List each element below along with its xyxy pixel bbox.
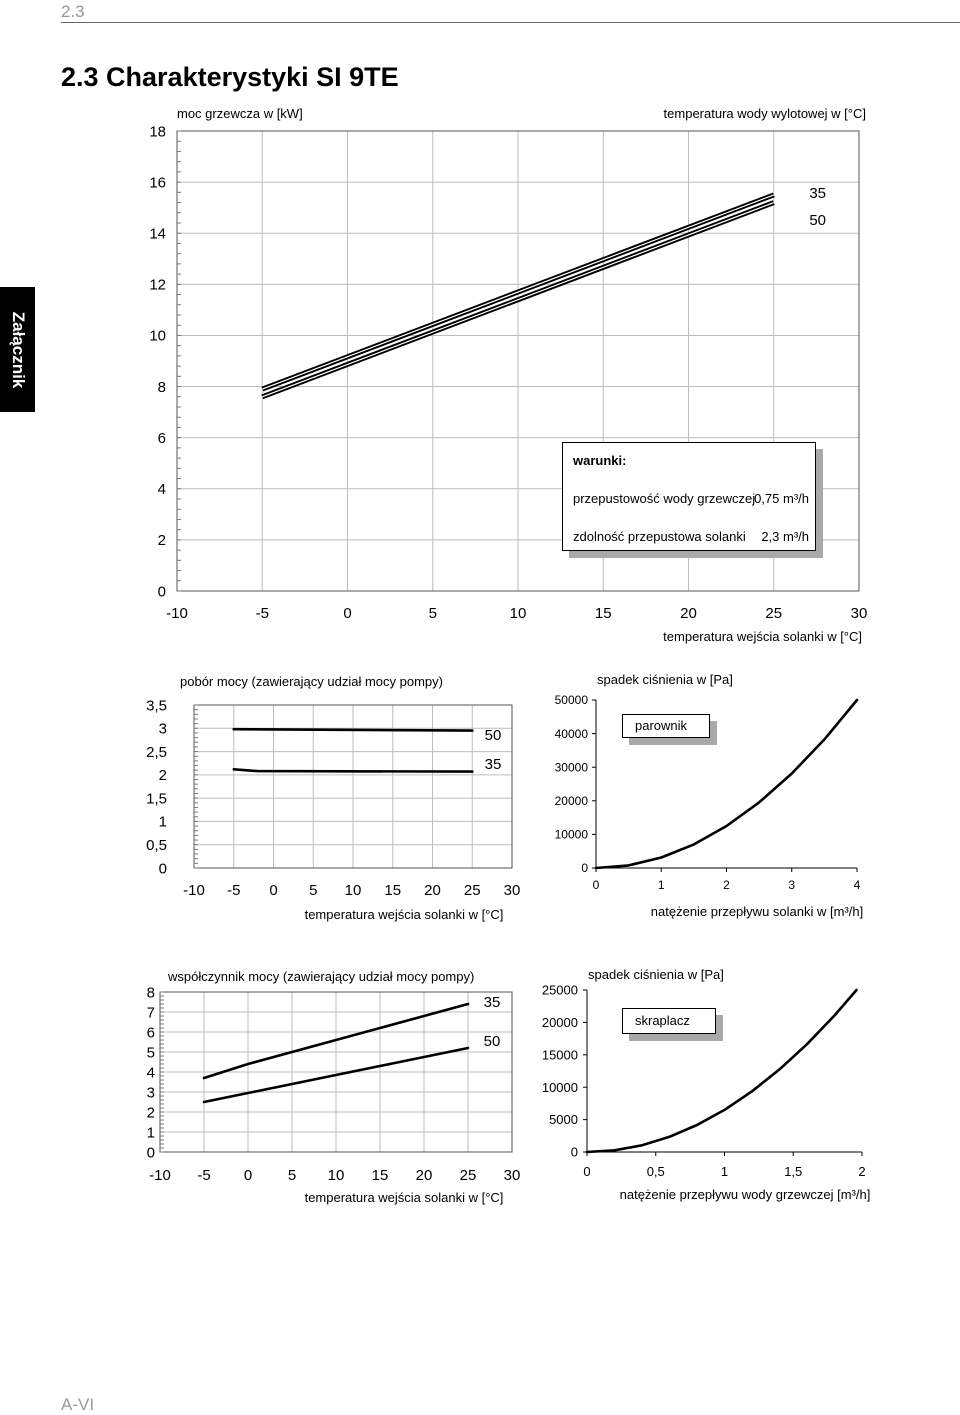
x-tick-label: 15: [594, 605, 612, 622]
x-tick-label: 5: [309, 882, 318, 899]
chart-title: pobór mocy (zawierający udział mocy pompy): [180, 674, 443, 689]
x-tick-label: 15: [371, 1167, 389, 1184]
y-tick-label: 20000: [554, 794, 588, 808]
x-tick-label: 0: [343, 605, 352, 622]
side-tab-label: Załącznik: [8, 311, 28, 388]
x-tick-label: 0: [583, 1164, 591, 1179]
series-label: 50: [484, 727, 502, 744]
x-tick-label: 25: [463, 882, 481, 899]
y-tick-label: 0: [570, 1144, 578, 1160]
y-tick-label: 6: [157, 429, 166, 447]
series-label: 50: [809, 212, 826, 229]
x-axis-label: natężenie przepływu solanki w [m³/h]: [650, 904, 864, 919]
x-tick-label: 2: [858, 1164, 866, 1179]
x-tick-label: -10: [183, 882, 205, 899]
y-tick-label: 8: [157, 378, 166, 396]
y-tick-label: 15000: [541, 1047, 578, 1063]
x-axis-label: natężenie przepływu wody grzewczej [m³/h]: [619, 1187, 871, 1202]
y-tick-label: 2: [158, 767, 167, 785]
y-tick-label: 3: [146, 1084, 155, 1102]
x-tick-label: 10: [509, 605, 527, 622]
x-tick-label: 25: [459, 1167, 477, 1184]
y-tick-label: 10000: [541, 1079, 578, 1095]
x-tick-label: 0: [592, 878, 600, 892]
chart-title: moc grzewcza w [kW]: [177, 106, 303, 121]
condenser-label: skraplacz: [635, 1013, 690, 1028]
x-tick-label: 0,5: [646, 1164, 665, 1179]
series-label: 35: [809, 185, 826, 202]
series-label: 35: [484, 756, 502, 773]
series-label: 35: [483, 994, 501, 1011]
x-tick-label: 30: [503, 1167, 521, 1184]
y-tick-label: 4: [157, 481, 166, 499]
y-tick-label: 25000: [541, 982, 578, 998]
x-tick-label: -5: [197, 1167, 211, 1184]
y-tick-label: 1: [146, 1124, 155, 1142]
condenser-label-box: [622, 1008, 716, 1034]
x-tick-label: 1: [657, 878, 665, 892]
y-tick-label: 7: [146, 1004, 155, 1022]
chart-title: współczynnik mocy (zawierający udział mocy pompy): [168, 969, 475, 984]
y-tick-label: 10000: [554, 827, 588, 842]
y-tick-label: 5000: [549, 1112, 578, 1128]
x-tick-label: 5: [428, 605, 437, 622]
y-tick-label: 20000: [541, 1014, 578, 1030]
y-tick-label: 10: [149, 327, 166, 345]
x-tick-label: 0: [243, 1167, 253, 1184]
x-tick-label: 1: [720, 1164, 729, 1179]
x-axis-label: temperatura wejścia solanki w [°C]: [663, 629, 862, 644]
y-tick-label: 50000: [554, 693, 588, 708]
conditions-row1-label: przepustowość wody grzewczej: [573, 491, 756, 506]
conditions-box: [562, 442, 816, 551]
y-tick-label: 3,5: [146, 697, 167, 715]
y-tick-label: 0: [158, 860, 167, 878]
x-tick-label: 30: [503, 882, 521, 899]
conditions-row2-value: 2,3 m³/h: [761, 529, 809, 544]
x-tick-label: 30: [850, 605, 868, 622]
x-tick-label: 2: [723, 878, 730, 892]
x-tick-label: 15: [384, 882, 402, 899]
y-tick-label: 14: [149, 225, 166, 243]
x-tick-label: 3: [788, 878, 796, 892]
evaporator-label: parownik: [635, 718, 688, 733]
y-tick-label: 1,5: [146, 790, 167, 808]
y-tick-label: 16: [149, 174, 166, 192]
x-tick-label: 4: [853, 878, 861, 892]
conditions-heading: warunki:: [573, 453, 627, 468]
legend-title: temperatura wody wylotowej w [°C]: [663, 106, 866, 121]
x-tick-label: 1,5: [784, 1164, 803, 1179]
series-label: 50: [483, 1033, 501, 1050]
y-tick-label: 1: [158, 813, 167, 831]
conditions-row1-value: 0,75 m³/h: [754, 491, 809, 506]
y-tick-label: 0: [581, 861, 588, 876]
x-axis-label: temperatura wejścia solanki w [°C]: [304, 907, 504, 922]
x-tick-label: -10: [166, 605, 188, 622]
y-tick-label: 2: [146, 1104, 155, 1122]
y-tick-label: 30000: [554, 760, 588, 775]
x-tick-label: 20: [424, 882, 441, 899]
y-tick-label: 40000: [554, 726, 588, 741]
y-tick-label: 2,5: [146, 743, 167, 761]
y-tick-label: 0: [146, 1144, 155, 1162]
x-tick-label: -10: [149, 1167, 171, 1184]
y-tick-label: 18: [149, 123, 166, 141]
y-tick-label: 0,5: [146, 836, 167, 854]
x-axis-label: temperatura wejścia solanki w [°C]: [304, 1190, 504, 1205]
y-tick-label: 6: [146, 1024, 155, 1042]
page-footer: A-VI: [61, 1395, 95, 1414]
x-tick-label: -5: [255, 605, 269, 622]
x-tick-label: -5: [227, 882, 241, 899]
y-tick-label: 0: [157, 583, 166, 601]
x-tick-label: 20: [415, 1167, 433, 1184]
x-tick-label: 25: [765, 605, 783, 622]
y-tick-label: 5: [146, 1044, 155, 1062]
y-tick-label: 2: [157, 532, 166, 550]
y-tick-label: 3: [158, 720, 167, 738]
y-tick-label: 8: [146, 984, 155, 1002]
page-title: 2.3 Charakterystyki SI 9TE: [61, 62, 399, 92]
section-header: 2.3: [61, 2, 85, 21]
y-tick-label: 12: [149, 276, 166, 294]
chart-title: spadek ciśnienia w [Pa]: [588, 967, 724, 982]
evaporator-label-box: [622, 714, 710, 738]
y-tick-label: 4: [146, 1064, 155, 1082]
x-tick-label: 10: [327, 1167, 345, 1184]
x-tick-label: 0: [269, 882, 278, 899]
conditions-row2-label: zdolność przepustowa solanki: [573, 529, 746, 544]
chart-title: spadek ciśnienia w [Pa]: [597, 672, 733, 687]
x-tick-label: 20: [680, 605, 697, 622]
x-tick-label: 10: [344, 882, 362, 899]
x-tick-label: 5: [287, 1167, 297, 1184]
